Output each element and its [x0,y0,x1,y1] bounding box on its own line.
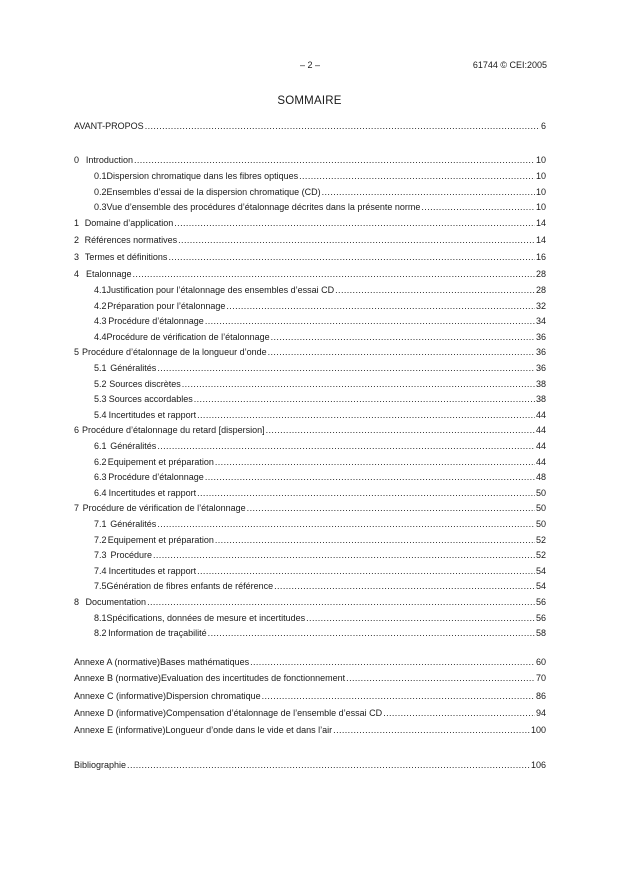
page-number: – 2 – [299,60,321,70]
toc-entry[interactable] [74,689,546,703]
toc-entry-number: 0.2 [94,187,107,197]
toc-entry[interactable] [94,377,546,391]
toc-entry-title: Longueur d’onde dans le vide et dans l’air [165,725,333,735]
toc-entry-title: Incertitudes et rapport [108,410,197,420]
toc-entry-page: 36 [535,347,546,357]
toc-entry-page: 100 [530,725,546,735]
toc-entry-title: Etalonnage [85,269,132,279]
toc-entry-title: Incertitudes et rapport [108,566,197,576]
toc-entry-page: 50 [535,519,546,529]
toc-entry[interactable] [94,439,546,453]
toc-entry[interactable] [94,361,546,375]
toc-entry[interactable] [94,330,546,344]
toc-entry[interactable] [74,723,546,737]
toc-entry-page: 10 [535,171,546,181]
toc-entry-number: 4.2 [94,301,107,311]
toc-entry-page: 44 [535,457,546,467]
toc-entry-title: Bases mathématiques [160,657,250,667]
toc-entry-number: 7 [74,503,80,513]
toc-entry[interactable] [94,169,546,183]
toc-entry-number: 6.3 [94,472,107,482]
toc-entry-page: 10 [535,202,546,212]
toc-entry-number: 0.3 [94,202,107,212]
toc-entry-number: 7.5 [94,581,107,591]
toc-entry[interactable] [74,119,546,133]
toc-entry[interactable] [74,595,546,609]
toc-entry-title: Documentation [85,597,147,607]
toc-entry-page: 36 [535,363,546,373]
toc-entry[interactable] [74,501,546,515]
toc-entry-page: 56 [535,613,546,623]
toc-entry-number: 5.1 [94,363,107,373]
toc-entry-page: 16 [535,252,546,262]
toc-entry[interactable] [94,200,546,214]
toc-entry[interactable] [74,267,546,281]
toc-entry[interactable] [94,517,546,531]
toc-entry-title: Incertitudes et rapport [108,488,197,498]
toc-entry-page: 70 [535,673,546,683]
toc-entry-number: Annexe E (informative) [74,725,166,735]
toc-entry-title: Termes et définitions [84,252,168,262]
toc-entry-page: 86 [535,691,546,701]
toc-entry-title: AVANT-PROPOS [74,121,144,131]
toc-entry-page: 54 [535,581,546,591]
toc-entry[interactable] [74,671,546,685]
toc-entry-number: 4.3 [94,316,107,326]
toc-entry-page: 14 [535,218,546,228]
toc-entry-title: Généralités [110,363,157,373]
toc-entry[interactable] [94,626,546,640]
toc-entry-title: Procédure d’étalonnage du retard [dispersion] [82,425,265,435]
toc-entry[interactable] [74,153,546,167]
toc-entry[interactable] [94,564,546,578]
toc-entry-page: 38 [535,394,546,404]
toc-entry-title: Compensation d’étalonnage de l’ensemble d’essai CD [166,708,383,718]
toc-entry-page: 10 [535,187,546,197]
toc-entry-title: Bibliographie [74,760,127,770]
toc-entry-title: Sources accordables [108,394,193,404]
toc-entry-number: 3 [74,252,80,262]
toc-entry[interactable] [94,579,546,593]
toc-entry[interactable] [94,548,546,562]
toc-entry-number: Annexe D (informative) [74,708,167,718]
toc-entry-title: Equipement et préparation [107,535,214,545]
toc-entry-page: 52 [535,550,546,560]
toc-entry-title: Procédure d’étalonnage [108,472,204,482]
toc-entry-page: 54 [535,566,546,576]
toc-entry-number: 1 [74,218,80,228]
toc-entry-title: Procédure d’étalonnage [108,316,204,326]
toc-entry-page: 36 [535,332,546,342]
toc-entry-page: 60 [535,657,546,667]
toc-entry-title: Dispersion chromatique dans les fibres optiques [106,171,299,181]
toc-entry-title: Justification pour l’étalonnage des ensembles d’essai CD [106,285,335,295]
toc-entry-page: 52 [535,535,546,545]
toc-entry-number: 5.4 [94,410,107,420]
toc-entry-number: 8.2 [94,628,107,638]
toc-entry-title: Généralités [110,441,157,451]
toc-entry-number: 2 [74,235,80,245]
toc-entry[interactable] [94,470,546,484]
toc-entry-number: 6 [74,425,80,435]
toc-entry-number: 7.4 [94,566,107,576]
toc-entry[interactable] [94,185,546,199]
toc-entry-number: Annexe B (normative) [74,673,162,683]
toc-entry-title: Ensembles d’essai de la dispersion chromatique (CD) [106,187,321,197]
toc-entry-page: 44 [535,425,546,435]
toc-entry-title: Domaine d’application [84,218,174,228]
toc-entry-number: 5 [74,347,80,357]
toc-entry-number: 7.1 [94,519,107,529]
toc-entry[interactable] [94,299,546,313]
toc-entry-number: Annexe A (normative) [74,657,161,667]
toc-entry-page: 58 [535,628,546,638]
toc-entry-number: 0.1 [94,171,107,181]
toc-entry-number: 8 [74,597,80,607]
toc-entry-number: 0 [74,155,80,165]
toc-entry-title: Procédure de vérification de l’étalonnage [82,503,246,513]
toc-entry-page: 50 [535,503,546,513]
toc-entry-title: Procédure d’étalonnage de la longueur d’onde [81,347,267,357]
toc-entry[interactable] [74,423,546,437]
toc-entry-number: 6.4 [94,488,107,498]
toc-entry-number: 6.1 [94,441,107,451]
toc-entry[interactable] [94,533,546,547]
toc-entry-title: Evaluation des incertitudes de fonctionnement [161,673,346,683]
toc-entry[interactable] [94,486,546,500]
toc-entry-title: Procédure [110,550,152,560]
toc-entry[interactable] [94,283,546,297]
toc-entry-page: 28 [535,285,546,295]
toc-entry-title: Equipement et préparation [107,457,214,467]
toc-entry-title: Spécifications, données de mesure et incertitudes [106,613,306,623]
toc-entry-page: 34 [535,316,546,326]
toc-entry-page: 38 [535,379,546,389]
toc-entry-number: 6.2 [94,457,107,467]
toc-entry[interactable] [94,455,546,469]
toc-entry[interactable] [94,392,546,406]
toc-entry-page: 44 [535,410,546,420]
toc-entry[interactable] [94,611,546,625]
toc-entry-page: 56 [535,597,546,607]
toc-entry-page: 48 [535,472,546,482]
toc-entry-title: Dispersion chromatique [166,691,261,701]
toc-entry[interactable] [74,216,546,230]
document-reference: 61744 © CEI:2005 [472,60,547,70]
toc-entry[interactable] [74,758,546,772]
toc-entry-number: 5.3 [94,394,107,404]
page-title: SOMMAIRE [277,95,342,107]
toc-entry[interactable] [74,706,546,720]
toc-entry-page: 106 [530,760,546,770]
toc-entry-number: 4 [74,269,80,279]
toc-entry[interactable] [94,314,546,328]
toc-entry-number: 7.2 [94,535,107,545]
toc-entry-page: 14 [535,235,546,245]
toc-entry-page: 6 [540,121,546,131]
toc-entry-number: 4.1 [94,285,107,295]
toc-entry-title: Introduction [85,155,133,165]
toc-entry-page: 28 [535,269,546,279]
toc-entry[interactable] [74,250,546,264]
toc-entry-number: 4.4 [94,332,107,342]
toc-entry-title: Information de traçabilité [108,628,207,638]
toc-entry-page: 10 [535,155,546,165]
toc-entry-title: Préparation pour l’étalonnage [107,301,226,311]
toc-entry-title: Généralités [110,519,157,529]
toc-entry-number: Annexe C (informative) [74,691,167,701]
toc-entry[interactable] [74,655,546,669]
toc-entry-number: 8.1 [94,613,107,623]
toc-entry-number: 7.3 [94,550,107,560]
toc-entry[interactable] [74,345,546,359]
toc-entry-page: 44 [535,441,546,451]
toc-entry-title: Références normatives [84,235,178,245]
toc-entry[interactable] [74,233,546,247]
toc-entry-title: Vue d’ensemble des procédures d’étalonnage décrites dans la présente norme [106,202,421,212]
toc-entry-title: Procédure de vérification de l’étalonnage [106,332,270,342]
toc-entry-page: 32 [535,301,546,311]
toc-entry-page: 94 [535,708,546,718]
toc-entry-title: Sources discrètes [109,379,181,389]
toc-entry-title: Génération de fibres enfants de référence [106,581,274,591]
toc-entry-number: 5.2 [94,379,107,389]
toc-entry[interactable] [94,408,546,422]
toc-entry-page: 50 [535,488,546,498]
